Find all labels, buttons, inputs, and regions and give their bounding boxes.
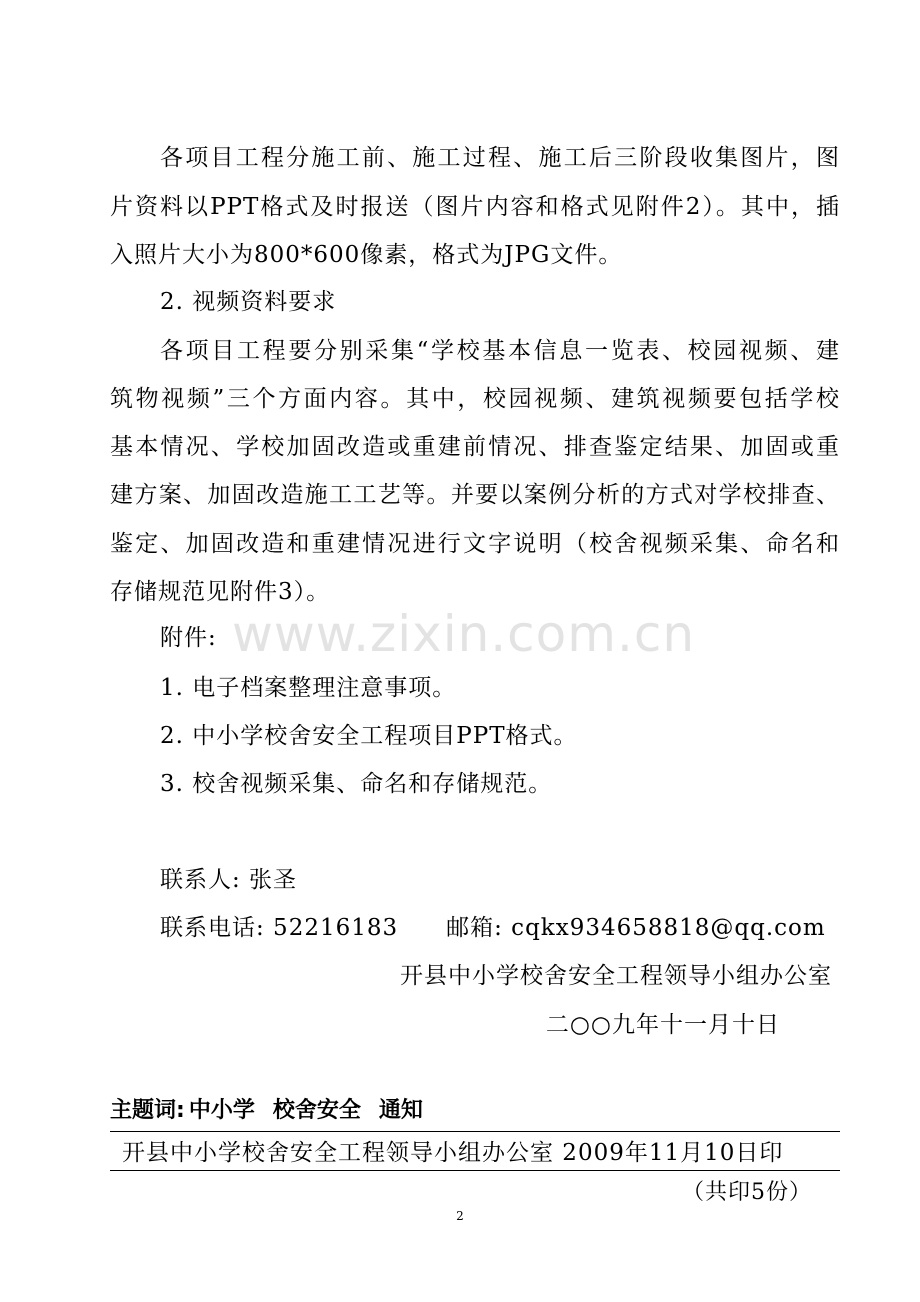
footer-copies: （共印5份） bbox=[682, 1180, 812, 1205]
subject-word-1: 中小学 bbox=[188, 1098, 255, 1123]
attachment-item-2: 2. 中小学校舍安全工程项目PPT格式。 bbox=[160, 723, 578, 749]
subject-words bbox=[110, 1096, 441, 1126]
paragraph-2-line-1: 各项目工程要分别采集“学校基本信息一览表、校园视频、建 bbox=[160, 338, 840, 364]
footer-print-line: 开县中小学校舍安全工程领导小组办公室 2009年11月10日印 bbox=[122, 1140, 784, 1166]
signature-office: 开县中小学校舍安全工程领导小组办公室 bbox=[400, 963, 832, 989]
paragraph-1-line-2: 片资料以PPT格式及时报送（图片内容和格式见附件2）。其中，插 bbox=[110, 194, 840, 220]
paragraph-1-line-3: 入照片大小为800*600像素，格式为JPG文件。 bbox=[110, 242, 623, 268]
contact-person: 联系人: 张圣 bbox=[160, 867, 298, 893]
paragraph-1-line-1: 各项目工程分施工前、施工过程、施工后三阶段收集图片，图 bbox=[160, 145, 840, 171]
page-number: 2 bbox=[456, 1209, 464, 1223]
paragraph-2-line-4: 建方案、加固改造施工工艺等。并要以案例分析的方式对学校排查、 bbox=[110, 482, 840, 508]
attachment-item-3: 3. 校舍视频采集、命名和存储规范。 bbox=[160, 771, 553, 797]
footer-rule-bottom bbox=[110, 1170, 840, 1171]
subject-word-3: 通知 bbox=[378, 1098, 423, 1123]
footer-rule-top bbox=[110, 1131, 840, 1132]
subject-word-2: 校舍安全 bbox=[272, 1098, 361, 1123]
watermark: www.zixin.com.cn bbox=[232, 605, 696, 663]
paragraph-2-line-6: 存储规范见附件3）。 bbox=[110, 579, 331, 605]
paragraph-2-line-2: 筑物视频”三个方面内容。其中，校园视频、建筑视频要包括学校 bbox=[110, 386, 840, 412]
paragraph-2-line-5: 鉴定、加固改造和重建情况进行文字说明（校舍视频采集、命名和 bbox=[110, 531, 840, 557]
signature-date: 二○○九年十一月十日 bbox=[545, 1012, 780, 1038]
section-heading-video: 2. 视频资料要求 bbox=[160, 289, 337, 315]
contact-phone-email: 联系电话: 52216183 邮箱: cqkx934658818@qq.com bbox=[160, 915, 826, 941]
attachment-item-1: 1. 电子档案整理注意事项。 bbox=[160, 675, 457, 701]
paragraph-2-line-3: 基本情况、学校加固改造或重建前情况、排查鉴定结果、加固或重 bbox=[110, 434, 840, 460]
attachments-label: 附件: bbox=[160, 625, 217, 651]
subject-label: 主题词: bbox=[110, 1098, 185, 1123]
